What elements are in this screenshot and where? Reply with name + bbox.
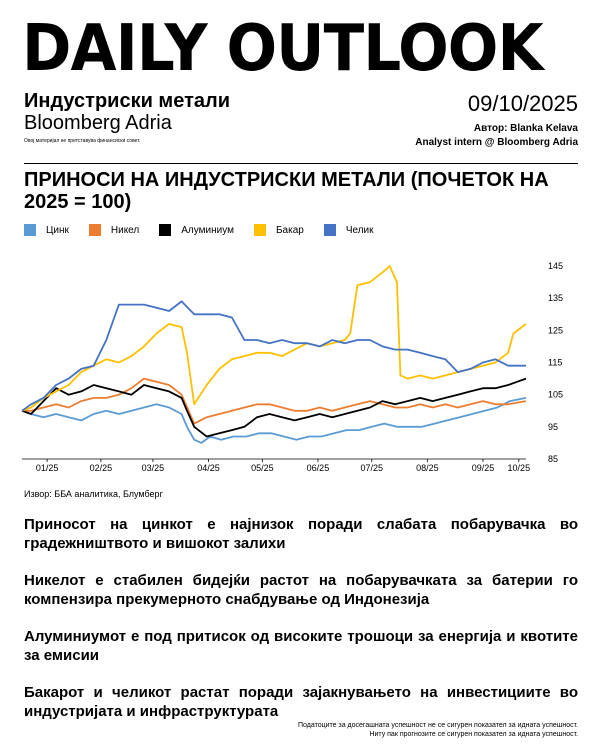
x-tick-label-3: 04/25 bbox=[197, 463, 220, 473]
x-tick-label-9: 10/25 bbox=[507, 463, 531, 473]
x-tick-label-1: 02/25 bbox=[89, 463, 113, 473]
y-tick-label-3: 115 bbox=[548, 357, 563, 368]
masthead: DAILY OUTLOOK bbox=[22, 12, 543, 86]
chart-legend bbox=[24, 224, 394, 236]
bottom-disclaimer-line1: Податоците за досегашната успешност не се сигурен показател за идната успешност. bbox=[298, 722, 578, 729]
publisher-name: Bloomberg Adria bbox=[24, 112, 172, 134]
x-tick-label-0: 01/25 bbox=[35, 463, 59, 473]
legend-label-4: Челик bbox=[345, 224, 374, 236]
legend-swatch-2 bbox=[159, 224, 171, 236]
legend-label-3: Бакар bbox=[275, 224, 304, 236]
commentary-point-aluminium: Алуминиумот е под притисок од високите трошоци за енергија и квотите за емисии bbox=[24, 628, 578, 664]
legend-label-0: Цинк bbox=[46, 224, 69, 236]
x-tick-label-7: 08/25 bbox=[416, 463, 439, 473]
legend-item-0 bbox=[24, 224, 69, 236]
legend-item-4 bbox=[324, 224, 374, 236]
x-tick-label-8: 09/25 bbox=[471, 463, 495, 473]
legend-label-1: Никел bbox=[110, 224, 140, 236]
y-tick-label-6: 145 bbox=[548, 261, 564, 271]
legend-swatch-4 bbox=[324, 224, 336, 236]
x-tick-label-6: 07/25 bbox=[360, 463, 384, 473]
legend-label-2: Алуминиум bbox=[181, 224, 234, 236]
y-tick-label-2: 105 bbox=[548, 389, 564, 400]
y-tick-label-5: 135 bbox=[548, 293, 564, 304]
bottom-disclaimer bbox=[298, 721, 578, 739]
metals-line-chart bbox=[0, 248, 600, 478]
series-line-4 bbox=[22, 301, 526, 410]
chart-source: Извор: ББА аналитика, Блумберг bbox=[24, 489, 163, 499]
header-divider bbox=[24, 163, 578, 164]
y-tick-label-0: 85 bbox=[548, 454, 559, 464]
legend-item-1 bbox=[89, 224, 139, 236]
legend-swatch-0 bbox=[24, 224, 36, 236]
bottom-disclaimer-line2: Ниту пак прогнозите се сигурен показател за идната успешност. bbox=[369, 731, 578, 738]
chart-title: ПРИНОСИ НА ИНДУСТРИСКИ МЕТАЛИ (ПОЧЕТОК НА 2025 = 100) bbox=[24, 169, 549, 213]
series-line-3 bbox=[22, 266, 526, 411]
legend-swatch-1 bbox=[89, 224, 101, 236]
x-tick-label-4: 05/25 bbox=[251, 463, 274, 473]
legend-item-3 bbox=[254, 224, 304, 236]
x-tick-label-5: 06/25 bbox=[306, 463, 330, 473]
y-tick-label-1: 95 bbox=[548, 421, 559, 432]
author-name: Автор: Blanka Kelava bbox=[473, 123, 578, 134]
top-disclaimer: Овој материјал не претставува финансиски совет. bbox=[24, 138, 141, 144]
legend-swatch-3 bbox=[254, 224, 266, 236]
commentary-point-nickel: Никелот е стабилен бидејќи растот на побарувачката за батерии го компензира прекумерното снабдување од Индонезија bbox=[24, 572, 578, 608]
author-role: Analyst intern @ Bloomberg Adria bbox=[415, 137, 578, 148]
commentary-point-zinc: Приносот на цинкот е најнизок поради слабата побарувачка во градежништвото и вишокот залихи bbox=[24, 516, 578, 552]
y-tick-label-4: 125 bbox=[548, 325, 564, 336]
commentary bbox=[24, 515, 578, 739]
author-block bbox=[415, 122, 578, 150]
legend-item-2 bbox=[159, 224, 234, 236]
report-subtitle: Индустриски метали bbox=[24, 90, 231, 112]
report-date: 09/10/2025 bbox=[467, 91, 578, 116]
commentary-point-copper-steel: Бакарот и челикот растат поради зајакнувањето на инвестициите во индустријата и инфраструктурата bbox=[24, 684, 578, 720]
series-line-2 bbox=[22, 379, 526, 437]
x-tick-label-2: 03/25 bbox=[141, 463, 165, 473]
